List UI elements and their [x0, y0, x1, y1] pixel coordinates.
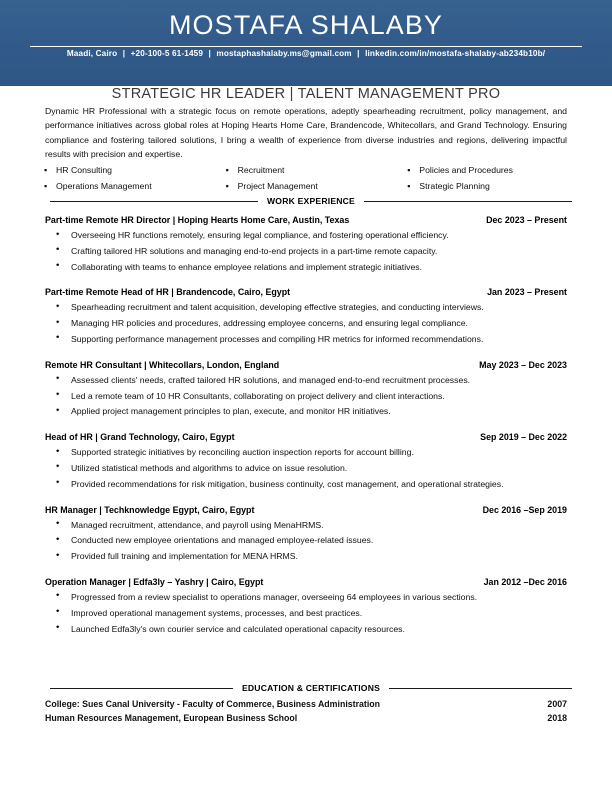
bullet-icon: ▪ — [225, 181, 229, 191]
job-dates: Sep 2019 – Dec 2022 — [480, 432, 567, 443]
skill-label: Operations Management — [56, 181, 152, 191]
contact-location: Maadi, Cairo — [66, 49, 118, 58]
job-bullet-list — [45, 300, 567, 346]
divider-line-right — [364, 201, 572, 202]
skills-column-3 — [401, 162, 583, 194]
skills-column-1 — [38, 162, 220, 194]
job-bullet: • Utilized statistical methods and algorithms to advice on issue resolution. — [45, 461, 567, 475]
education-row — [45, 711, 567, 725]
job-bullet: • Provided full training and implementation for MENA HRMS. — [45, 549, 567, 563]
skill-item — [220, 178, 402, 194]
job-bullet-list — [45, 445, 567, 491]
bullet-icon: ▪ — [44, 165, 48, 175]
contact-separator-1: | — [122, 49, 126, 58]
job-bullet: • Conducted new employee orientations and managed employee-related issues. — [45, 533, 567, 547]
job-dates: Dec 2023 – Present — [486, 215, 567, 225]
spacer — [45, 420, 567, 429]
skill-label: Policies and Procedures — [419, 165, 513, 175]
job-header — [45, 574, 567, 590]
skill-label: Project Management — [237, 181, 318, 191]
skill-label: Recruitment — [237, 165, 285, 175]
divider-line-right — [389, 688, 572, 689]
section-title-work-experience: WORK EXPERIENCE — [267, 196, 355, 206]
spacer — [45, 275, 567, 284]
work-experience-section — [45, 212, 567, 637]
job-dates: Dec 2016 –Sep 2019 — [482, 504, 567, 515]
contact-email[interactable]: mostaphashalaby.ms@gmail.com — [216, 49, 352, 58]
bullet-icon: ▪ — [407, 181, 411, 191]
skill-item — [401, 162, 583, 178]
job-header — [45, 429, 567, 445]
job-bullet: • Launched Edfa3ly's own courier service and calculated operational capacity resources. — [45, 622, 567, 636]
job-bullet-list — [45, 590, 567, 636]
job-header — [45, 212, 567, 228]
bullet-icon: ▪ — [225, 165, 229, 175]
contact-line — [0, 48, 612, 60]
job-dates: May 2023 – Dec 2023 — [479, 359, 567, 370]
job-bullet: • Managing HR policies and procedures, addressing employee concerns, and ensuring legal compliance. — [45, 316, 567, 330]
job-header — [45, 357, 567, 373]
education-section — [45, 697, 567, 725]
section-divider-education — [50, 681, 572, 695]
divider-line-left — [50, 688, 233, 689]
contact-linkedin[interactable]: linkedin.com/in/mostafa-shalaby-ab234b10b/ — [365, 49, 546, 58]
job-title: Part-time Remote HR Director | Hoping Hearts Home Care, Austin, Texas — [45, 215, 350, 225]
job-title: Head of HR | Grand Technology, Cairo, Egypt — [45, 432, 235, 443]
education-year: 2007 — [547, 699, 567, 709]
education-text: Human Resources Management, European Business School — [45, 713, 298, 723]
job-bullet: • Improved operational management systems, processes, and best practices. — [45, 606, 567, 620]
bullet-icon: ▪ — [44, 181, 48, 191]
header-banner — [0, 0, 612, 86]
skill-item — [401, 178, 583, 194]
job-entry — [45, 284, 567, 346]
core-skills-list — [38, 162, 583, 194]
job-bullet: • Provided recommendations for risk mitigation, business continuity, cost management, and operational strategies. — [45, 477, 567, 491]
job-bullet: • Applied project management principles to plan, execute, and monitor HR initiatives. — [45, 404, 567, 418]
education-text: College: Sues Canal University - Faculty of Commerce, Business Administration — [45, 699, 381, 709]
contact-separator-2: | — [208, 49, 211, 58]
skills-column-2 — [220, 162, 402, 194]
bullet-icon: ▪ — [407, 165, 411, 175]
candidate-name: MOSTAFA SHALABY — [168, 10, 444, 40]
education-year: 2018 — [547, 713, 567, 723]
job-entry — [45, 429, 567, 491]
skill-label: Strategic Planning — [419, 181, 490, 191]
skill-item — [38, 178, 220, 194]
section-divider-work-experience — [50, 194, 572, 208]
job-bullet: • Managed recruitment, attendance, and payroll using MenaHRMS. — [45, 518, 567, 532]
job-entry — [45, 574, 567, 636]
job-header — [45, 502, 567, 518]
spacer — [45, 493, 567, 502]
professional-headline: STRATEGIC HR LEADER | TALENT MANAGEMENT PRO — [111, 86, 501, 102]
job-bullet-list — [45, 373, 567, 419]
job-bullet: • Crafting tailored HR solutions and managing end-to-end projects in a part-time remote capacity. — [45, 244, 567, 258]
job-bullet: • Spearheading recruitment and talent acquisition, developing effective strategies, and conducting interviews. — [45, 300, 567, 314]
job-entry — [45, 357, 567, 419]
header-divider-rule — [30, 46, 582, 47]
skill-item — [38, 162, 220, 178]
job-header — [45, 284, 567, 300]
professional-summary: Dynamic HR Professional with a strategic focus on remote operations, adeptly spearheading recruitment, policy management, and performance initiatives across global roles at Hoping Hearts Home Care, Brandencode, Whitecollars, and Grand Technology. Ensuring compliance and fostering tailored solutions, I bring a wealth of experience from diverse industries and regions, delivering impactful results with precision and expertise. — [45, 106, 567, 159]
job-dates: Jan 2023 – Present — [487, 287, 567, 298]
job-bullet: • Supporting performance management processes and compiling HR metrics for informed recommendations. — [45, 332, 567, 346]
job-entry — [45, 212, 567, 274]
spacer — [45, 565, 567, 574]
job-bullet-list — [45, 518, 567, 564]
job-title: HR Manager | Techknowledge Egypt, Cairo, Egypt — [45, 504, 255, 515]
divider-line-left — [50, 201, 258, 202]
contact-phone[interactable]: +20-100-5 61-1459 — [130, 49, 204, 58]
section-title-education: EDUCATION & CERTIFICATIONS — [241, 683, 381, 693]
job-title: Operation Manager | Edfa3ly – Yashry | Cairo, Egypt — [45, 576, 264, 587]
job-bullet: • Led a remote team of 10 HR Consultants, collaborating on project delivery and client interactions. — [45, 389, 567, 403]
job-bullet: • Progressed from a review specialist to operations manager, overseeing 64 employees in various sections. — [45, 590, 567, 604]
job-title: Remote HR Consultant | Whitecollars, London, England — [45, 359, 280, 370]
job-bullet: • Assessed clients' needs, crafted tailored HR solutions, and managed end-to-end recruitment processes. — [45, 373, 567, 387]
job-bullet: • Supported strategic initiatives by reconciling auction inspection reports for account billing. — [45, 445, 567, 459]
spacer — [45, 348, 567, 357]
job-bullet-list — [45, 228, 567, 274]
skill-item — [220, 162, 402, 178]
contact-separator-3: | — [357, 49, 360, 58]
job-entry — [45, 502, 567, 564]
skill-label: HR Consulting — [56, 165, 113, 175]
job-bullet: • Overseeing HR functions remotely, ensuring legal compliance, and fostering operational efficiency. — [45, 228, 567, 242]
job-dates: Jan 2012 –Dec 2016 — [483, 576, 567, 587]
job-title: Part-time Remote Head of HR | Brandencode, Cairo, Egypt — [45, 287, 291, 298]
education-row — [45, 697, 567, 711]
job-bullet: • Collaborating with teams to enhance employee relations and implement strategic initiatives. — [45, 260, 567, 274]
